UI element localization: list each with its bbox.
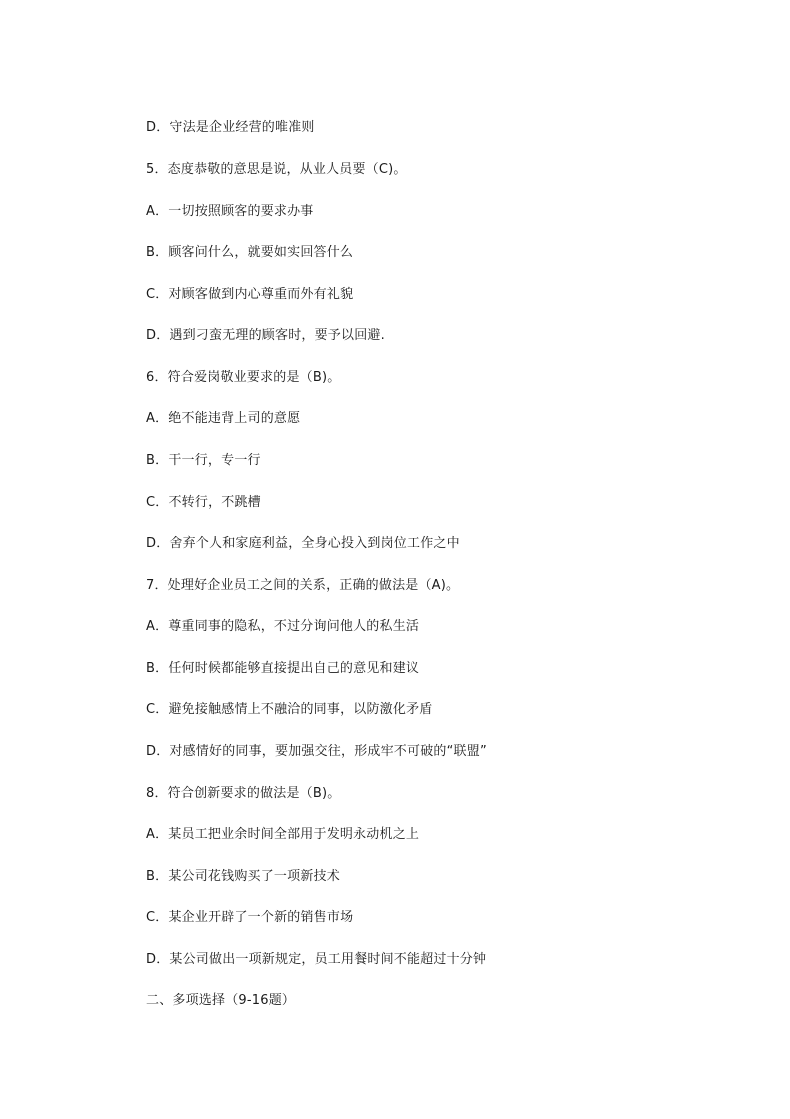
option-line: B．干一行，专一行 — [146, 453, 261, 468]
option-line: D．守法是企业经营的唯准则 — [146, 120, 315, 135]
question-line: 5．态度恭敬的意思是说，从业人员要（C)。 — [146, 162, 407, 177]
option-line: D．舍弃个人和家庭利益，全身心投入到岗位工作之中 — [146, 536, 460, 551]
option-line: B．某公司花钱购买了一项新技术 — [146, 869, 340, 884]
option-line: C．不转行，不跳槽 — [146, 495, 261, 510]
option-line: C．某企业开辟了一个新的销售市场 — [146, 910, 354, 925]
question-line: 6．符合爱岗敬业要求的是（B)。 — [146, 370, 341, 385]
option-line: A．绝不能违背上司的意愿 — [146, 411, 301, 426]
option-line: A．一切按照顾客的要求办事 — [146, 204, 314, 219]
option-line: B．任何时候都能够直接提出自己的意见和建议 — [146, 661, 420, 676]
option-line: A．某员工把业余时间全部用于发明永动机之上 — [146, 827, 420, 842]
option-line: D．对感情好的同事，要加强交往，形成牢不可破的“联盟” — [146, 744, 487, 759]
option-line: A．尊重同事的隐私，不过分询问他人的私生活 — [146, 619, 420, 634]
section-heading: 二、多项选择（9-16题） — [146, 993, 296, 1008]
option-line: C．避免接触感情上不融洽的同事，以防激化矛盾 — [146, 702, 433, 717]
question-line: 8．符合创新要求的做法是（B)。 — [146, 786, 341, 801]
question-line: 7．处理好企业员工之间的关系，正确的做法是（A)。 — [146, 578, 460, 593]
option-line: D．某公司做出一项新规定，员工用餐时间不能超过十分钟 — [146, 952, 487, 967]
option-line: B．顾客问什么，就要如实回答什么 — [146, 245, 354, 260]
option-line: C．对顾客做到内心尊重而外有礼貌 — [146, 287, 354, 302]
option-line: D．遇到刁蛮无理的顾客时，要予以回避. — [146, 328, 385, 343]
